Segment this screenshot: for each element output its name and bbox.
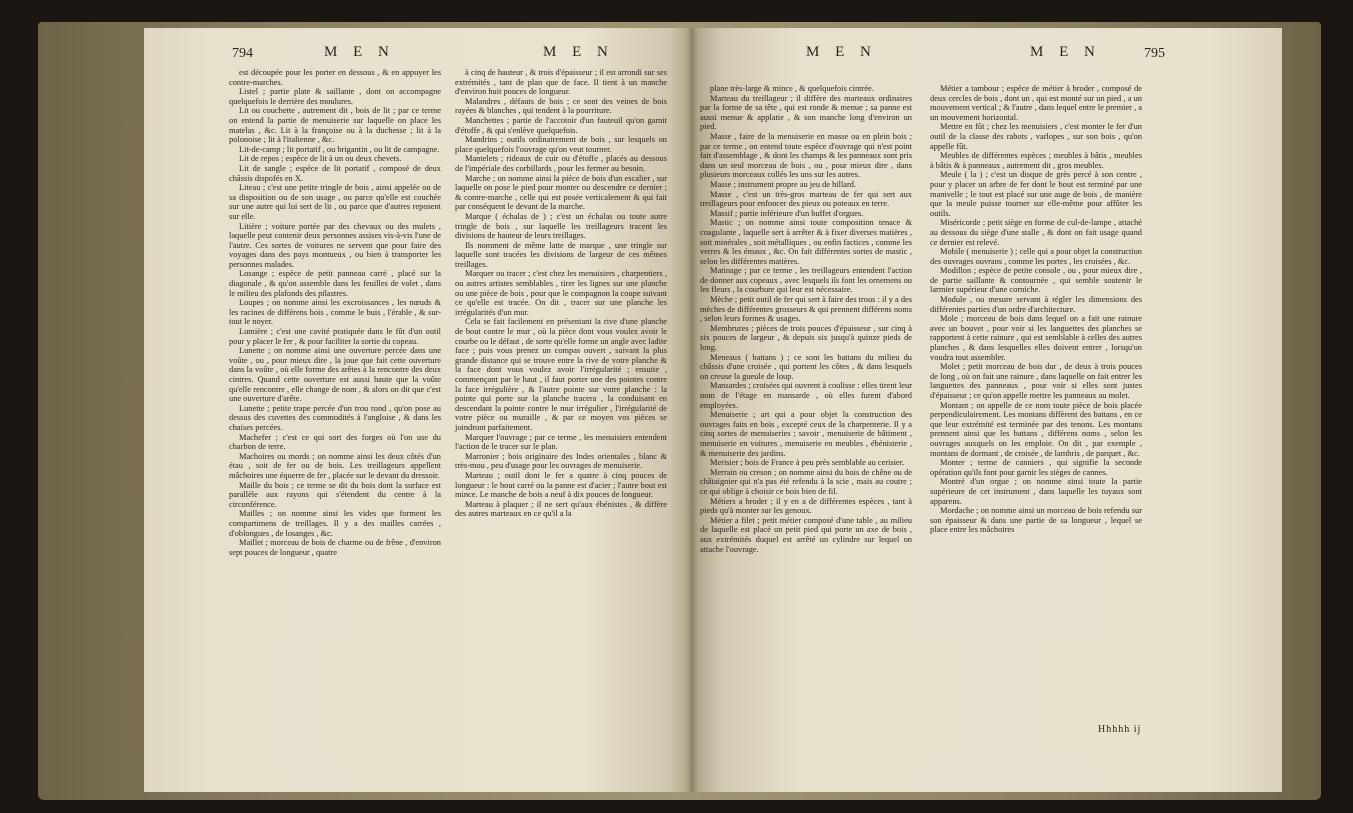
page-number-right: 795	[1144, 46, 1165, 61]
running-head-right-col1: M E N	[806, 44, 877, 60]
book-gutter	[686, 28, 698, 792]
entry-paragraph: Membrures ; pièces de trois pouces d'épaisseur , sur cinq à six pouces de largeur , & depuis six jusqu'à quinze pieds de long.	[700, 323, 912, 353]
entry-paragraph: Masse , c'est un très-gros marteau de fer qui sert aux treillageurs pour enfoncer des pieux ou poteaux en terre.	[700, 189, 912, 209]
entry-paragraph: plane très-large & mince , & quelquefois cintrée.	[710, 84, 874, 93]
entry-paragraph: Modillon ; espèce de petite console , ou , pour mieux dire , de partie saillante & contournée , qui semble soutenir le larmier supérieur d'une corniche.	[930, 266, 1142, 295]
entry-paragraph: Métier a filet ; petit métier composé d'une table , au milieu de laquelle est placé un petit pied qui porte un axe de bois , aux extrémités duquel est arrêté un cylindre sur lequel on attache l'ouvrage.	[700, 515, 912, 554]
entry-paragraph: Loupes ; on nomme ainsi les excroissances , les nœuds & les racines de différens bois , comme le buis , l'érable , & sur-tout le noyer.	[229, 298, 441, 327]
entry-paragraph: Marque ( échalas de ) ; c'est un échalas ou toute autre tringle de bois , sur laquelle les treillageurs tracent les divisions de hauteur de leurs treillages.	[455, 211, 667, 241]
entry-paragraph: est découpée pour les porter en dessous , & en appuyer les contre-marches.	[229, 68, 441, 87]
entry-paragraph: Marteau ; outil dont le fer a quatre à cinq pouces de longueur : le bout carré ou la panne est d'acier ; l'autre bout est mince. Le manche de bois a neuf à dix pouces de longueur.	[455, 470, 667, 500]
entry-paragraph: Mantelets ; rideaux de cuir ou d'étoffe , placés au dessous de l'impériale des corbillards , pour les fermer au besoin.	[455, 154, 667, 173]
entry-paragraph: Maillet ; morceau de bois de charme ou de frêne , d'environ sept pouces de longueur , quatre	[229, 538, 441, 557]
entry-paragraph: Module , ou mesure servant à régler les dimensions des différentes parties d'un ordre d'architecture.	[930, 295, 1142, 314]
right-page-column-1	[700, 84, 912, 554]
entry-paragraph: Métiers a broder ; il y en a de différentes espèces , tant à pieds qu'à monter sur les genoux.	[700, 496, 912, 516]
entry-paragraph: Marquer ou tracer ; c'est chez les menuisiers , charpentiers , ou autres artistes semblables , tirer les lignes sur une planche ou une pièce de bois , pour que le compagnon la coupe suivant ce qu'elle est tracée. On dit , tracer sur une planche les irrégularités d'un mur.	[455, 269, 667, 317]
entry-paragraph: Listel ; partie plate & saillante , dont on accompagne quelquefois le derrière des moulures.	[229, 87, 441, 106]
running-head-left-col1: M E N	[324, 44, 395, 60]
entry-paragraph: Matinage ; par ce terme , les treillageurs entendent l'action de donner aux copeaux , avec lesquels ils font les ornemens ou les fleurs , la courbure qui leur est nécessaire.	[700, 266, 912, 295]
entry-paragraph: Mole ; morceau de bois dans lequel on a fait une rainure avec un bouvet , pour voir si les languettes des planches se rapportent à cette rainure , qui est semblable à celles des autres planches , & dans lesquelles elles doivent entrer , lorsqu'on voudra tout assembler.	[930, 314, 1142, 362]
entry-paragraph: Merisier ; bois de France à peu près semblable au cerisier.	[710, 458, 905, 468]
entry-paragraph: Machoires ou mords ; on nomme ainsi les deux côtés d'un étau , soit de fer ou de bois. Les treillageurs appellent mâchoires une équerre de fer , placée sur le devant du dressoir.	[229, 451, 441, 480]
entry-paragraph: Lunette ; on nomme ainsi une ouverture percée dans une voûte , ou , pour mieux dire , la joue que fait cette ouverture dans la voûte , où elle forme des arêtes à la rencontre des deux cintres. Quand cette ouverture est aussi haute que la voûte qu'elle rencontre , elle change de nom , & alors on dit que c'est une ouverture d'arête.	[229, 346, 441, 404]
entry-paragraph: Mailles ; on nomme ainsi les vides que forment les compartimens de treillages. Il y a des mailles carrées , d'oblongues , de losanges , &c.	[229, 509, 441, 538]
entry-paragraph: Manchettes ; partie de l'accotoir d'un fauteuil qu'on garnit d'étoffe , & qui s'enlève quelquefois.	[455, 115, 667, 135]
entry-paragraph: Lunette ; petite trape percée d'un trou rond , qu'on pose au dessus des cuvettes des commodités à l'angloise , & dans les chaises percées.	[229, 403, 441, 432]
right-page-column-2	[930, 84, 1142, 535]
entry-paragraph: Menuiserie ; art qui a pour objet la construction des ouvrages faits en bois , excepté ceux de la charpenterie. Il y a cinq sortes de menuiseries ; savoir , menuiserie de bâtiment , menuiserie en voitures , menuiserie en meubles , ébénisterie , & menuiserie des jardins.	[700, 410, 912, 458]
entry-paragraph: Molet ; petit morceau de bois dur , de deux à trois pouces de long , où on fait une rainure , dans laquelle on fait entrer les languettes des panneaux , pour voir si elles sont justes d'épaisseur ; ce qu'on appelle mettre les panneaux au molet.	[930, 362, 1142, 400]
entry-paragraph: Meubles de différentes espèces ; meubles à bâtis , meubles à bâtis & à panneaux , autrement dit , gros meubles.	[930, 151, 1142, 170]
entry-paragraph: Mordache ; on nomme ainsi un morceau de bois refendu sur son épaisseur & dans une partie de sa longueur , lequel se place entre les mâchoires	[930, 506, 1142, 535]
entry-paragraph: Marteau à plaquer ; il ne sert qu'aux ébénistes , & diffère des autres marteaux en ce qu'il a la	[455, 499, 667, 519]
left-page-column-2	[455, 68, 667, 519]
entry-paragraph: Marteau du treillageur ; il diffère des marteaux ordinaires par la forme de sa tête , qui est ronde & menue ; sa panne est aussi menue & applatie , & son manche long d'environ un pied.	[700, 93, 912, 132]
entry-paragraph: Monter ; terme de canniers , qui signifie la seconde opération qu'ils font pour garnir les sièges de cannes.	[930, 458, 1142, 477]
signature-mark: Hhhhh ij	[1098, 724, 1142, 735]
entry-paragraph: Meneaux ( battans ) ; ce sont les battans du milieu du châssis d'une croisée , qui portent les côtes , & dans lesquels on creuse la gueule de loup.	[700, 352, 912, 381]
entry-paragraph: Maille du bois ; ce terme se dit du bois dont la surface est parallèle aux rayons qui s'étendent du centre à la circonférence.	[229, 480, 441, 509]
entry-paragraph: Ils nomment de même latte de marque , une tringle sur laquelle sont tracées les divisions de largeur de ces mêmes treillages.	[455, 240, 667, 269]
entry-paragraph: à cinq de hauteur , & trois d'épaisseur ; il est arrondi sur ses extrémités , tant de plan que de face. Il tient à un manche d'environ huit pouces de longueur.	[455, 68, 667, 97]
entry-paragraph: Losange ; espèce de petit panneau carré , placé sur la diagonale , & qu'on assemble dans les feuilles de volet , dans le milieu des plafonds des pilastres.	[229, 269, 441, 298]
entry-paragraph: Marronier ; bois originaire des Indes orientales , blanc & très-mou , peu d'usage pour les ouvrages de menuiserie.	[455, 451, 667, 471]
entry-paragraph: Meule ( la ) ; c'est un disque de grès percé à son centre , pour y placer un arbre de fer dont le bout est terminé par une manivelle ; le tout est placé sur une auge de bois , de manière que la meule puisse tourner sur elle-même pour affûter les outils.	[930, 170, 1142, 218]
entry-paragraph: Miséricorde ; petit siège en forme de cul-de-lampe , attaché au dessous du siège d'une stalle , & dont on fait usage quand ce dernier est relevé.	[930, 218, 1142, 247]
entry-paragraph: Marquer l'ouvrage ; par ce terme , les menuisiers entendent l'action de le tracer sur le plan.	[455, 432, 667, 452]
entry-paragraph: Mastic ; on nomme ainsi toute composition tenace & coagulante , laquelle sert à arrêter & à fixer diverses matières , soit minérales , soit métalliques , ou enfin factices , comme les verres & les émaux , &c. On fait différentes sortes de mastic , selon les différentes matières.	[700, 218, 912, 266]
entry-paragraph: Marche ; on nomme ainsi la pièce de bois d'un escalier , sur laquelle on pose le pied pour monter ou descendre ce dernier ; & contre-marche , celle qui est posée verticalement & qui fait par conséquent le devant de la marche.	[455, 173, 667, 212]
entry-paragraph: Lit de sangle ; espèce de lit portatif , composé de deux châssis dispofés en X.	[229, 163, 441, 183]
running-head-right-col2: M E N	[1030, 44, 1101, 60]
entry-paragraph: Mandrins ; outils ordinairement de bois , sur lesquels on place quelquefois l'ouvrage qu'on veut tourner.	[455, 135, 667, 154]
left-page-column-1	[229, 68, 441, 557]
entry-paragraph: Liteau ; c'est une petite tringle de bois , ainsi appelée ou de sa disposition ou de son usage , ou parce qu'elle est couchée sur une autre qui lui sert de lit , ou parce que d'autres reposent sur elle.	[229, 183, 441, 221]
entry-paragraph: Lumière ; c'est une cavité pratiquée dans le fût d'un outil pour y placer le fer , & pour faciliter la sortie du copeau.	[229, 327, 441, 346]
entry-paragraph: Cela se fait facilement en présentant la rive d'une planche de bout contre le mur , où la pièce dont vous voulez avoir le courbe ou le défaut , de sorte qu'elle forme un angle avec ladite face ; puis vous prenez un compas ouvert , suivant la plus grande distance qui se trouve entre la rive de votre planche & la face dont vous voulez avoir l'irrégularité ; ensuite , commençant par le haut , il faut porter une des pointes contre la face irrégulière , & l'autre pointe sur votre planche : la pointe qui porte sur la planche tracera , la conduisant en descendant la pointe contre le mur irrégulier , l'irrégularité de votre pièce ou muraille , & par ce moyen vos pièces se joindront parfaitement.	[455, 317, 667, 432]
entry-paragraph: Masse ; instrument propre au jeu de billard.	[710, 179, 857, 189]
entry-paragraph: Montant ; on appelle de ce nom toute pièce de bois placée perpendiculairement. Les montans diffèrent des battans , en ce que leur extrémité est terminée par des tenons. Les montans prennent ainsi que les battans , différens noms , selon les ouvrages auxquels on les emploie. On dit , par exemple , montans de dormant , de croisée , de lambris , de parquet , &c.	[930, 400, 1142, 458]
entry-paragraph: Métier a tambour ; espèce de métier à broder , composé de deux cercles de bois , dont un , qui est monté sur un pied , a un mouvement vertical ; & l'autre , dans lequel entre le premier , a un mouvement horizontal.	[930, 84, 1142, 122]
entry-paragraph: Malandres , défauts de bois ; ce sont des veines de bois rayées & blanches , qui tendent à la pourriture.	[455, 96, 667, 116]
entry-paragraph: Montré d'un orgue ; on nomme ainsi toute la partie supérieure de cet instrument , dans laquelle les tuyaux sont apparens.	[930, 477, 1142, 506]
entry-paragraph: Lit de repos ; espèce de lit à un ou deux chevets.	[239, 154, 402, 164]
running-head-left-col2: M E N	[543, 44, 614, 60]
entry-paragraph: Machefer ; c'est ce qui sort des forges où l'on use du charbon de terre.	[229, 432, 441, 452]
entry-paragraph: Merrain ou creson ; on nomme ainsi du bois de chêne ou de châtaignier qui n'a pas été refendu à la scie , mais au coutre ; ce qui oblige à choisir ce bois bien de fil.	[700, 467, 912, 496]
entry-paragraph: Mettre en fût ; chez les menuisiers , c'est monter le fer d'un outil de la classe des rabots , varlopes , sur son bois , qu'on appelle fût.	[930, 122, 1142, 151]
page-number-left: 794	[232, 46, 253, 61]
entry-paragraph: Masse , faire de la menuiserie en masse ou en plein bois ; par ce terme , on entend toute espèce d'ouvrage qui n'est point fait d'assemblage , & dont les champs & les panneaux sont pris dans un seul morceau de bois , ou , pour mieux dire , dans plusieurs morceaux collés les uns sur les autres.	[700, 131, 912, 180]
entry-paragraph: Lit-de-camp ; lit portatif , ou brigantin , ou lit de campagne.	[239, 144, 440, 154]
entry-paragraph: Mansardes ; croisées qui ouvrent à coulisse : elles tirent leur nom de l'étage en mansarde , où elles furent d'abord employées.	[700, 381, 912, 410]
entry-paragraph: Lit ou couchette , autrement dit , bois de lit ; par ce terme on entend la partie de menuiserie sur laquelle on place les matelas , &c. Lit à la françoise ou à la duchesse ; lit à la polonoise ; lit à l'italienne , &c.	[229, 106, 441, 145]
entry-paragraph: Mobile ( menuiserie ) ; celle qui a pour objet la construction des ouvrages ouvrans , comme les portes , les croisées , &c.	[930, 247, 1142, 266]
entry-paragraph: Massif ; partie inférieure d'un buffet d'orgues.	[710, 208, 864, 218]
entry-paragraph: Mèche ; petit outil de fer qui sert à faire des trous : il y a des mèches de différentes grosseurs & qui prennent différens noms , selon leurs formes & usages.	[700, 295, 912, 324]
entry-paragraph: Litière ; voiture portée par des chevaux ou des mulets , laquelle peut contenir deux personnes assises vis-à-vis l'une de l'autre. Ces sortes de voitures ne servent que pour faire des voyages dans des pays montueux , ou bien à transporter les personnes malades.	[229, 221, 441, 269]
